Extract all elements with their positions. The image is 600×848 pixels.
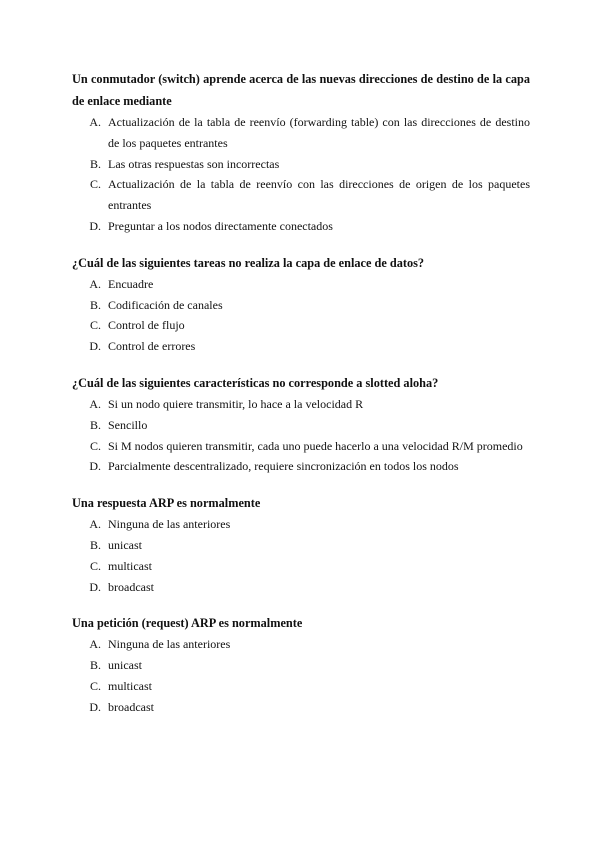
question-text: Una respuesta ARP es normalmente: [72, 496, 261, 511]
option-item: [72, 154, 530, 175]
option-letter: D.: [89, 218, 101, 233]
option-item: [72, 174, 530, 216]
option-letter: B.: [89, 417, 101, 432]
option-item: [72, 697, 530, 718]
option-letter: A.: [89, 115, 101, 129]
option-text: Las otras respuestas son incorrectas: [108, 156, 280, 171]
option-text: Control de flujo: [108, 318, 185, 333]
question-4: [72, 492, 530, 597]
option-item: [72, 514, 530, 535]
option-text: Encuadre: [108, 276, 154, 291]
option-item: [72, 336, 530, 357]
option-item: [72, 556, 530, 577]
option-letter: A.: [89, 396, 101, 411]
option-item: [72, 436, 530, 457]
option-list: [72, 394, 530, 477]
option-text: multicast: [108, 678, 152, 693]
question-3: [72, 372, 530, 477]
option-text: Preguntar a los nodos directamente conectados: [108, 218, 333, 233]
option-item: [72, 415, 530, 436]
question-text: ¿Cuál de las siguientes características no corresponde a slotted aloha?: [72, 375, 439, 390]
option-letter: D.: [89, 459, 101, 474]
option-item: [72, 655, 530, 676]
option-item: [72, 295, 530, 316]
option-letter: D.: [89, 579, 101, 594]
option-item: [72, 315, 530, 336]
question-1: [72, 68, 530, 237]
option-item: [72, 634, 530, 655]
question-2: [72, 252, 530, 357]
option-list: [72, 112, 530, 237]
option-text: unicast: [108, 537, 142, 552]
option-letter: B.: [89, 156, 101, 171]
option-text: broadcast: [108, 579, 154, 594]
question-text: Una petición (request) ARP es normalmente: [72, 616, 303, 631]
question-text: Un conmutador (switch) aprende acerca de las nuevas direcciones de destino de la capa de enlace mediante: [72, 72, 530, 108]
option-letter: B.: [89, 297, 101, 312]
option-letter: D.: [89, 339, 101, 354]
option-letter: C.: [89, 558, 101, 573]
option-text: Codificación de canales: [108, 297, 223, 312]
option-text: Si M nodos quieren transmitir, cada uno puede hacerlo a una velocidad R/M promedio: [108, 438, 523, 453]
option-text: Sencillo: [108, 417, 148, 432]
option-letter: C.: [89, 438, 101, 453]
option-item: [72, 216, 530, 237]
option-letter: C.: [89, 177, 101, 192]
option-item: [72, 274, 530, 295]
option-text: Actualización de la tabla de reenvío (forwarding table) con las direcciones de destino de los paquetes entrantes: [108, 115, 530, 150]
option-list: [72, 274, 530, 357]
option-item: [72, 112, 530, 154]
option-item: [72, 535, 530, 556]
option-text: broadcast: [108, 699, 154, 714]
option-text: Ninguna de las anteriores: [108, 517, 231, 532]
option-item: [72, 676, 530, 697]
option-list: [72, 634, 530, 717]
document-page: [72, 68, 530, 733]
option-letter: D.: [89, 699, 101, 714]
question-5: [72, 612, 530, 717]
option-letter: A.: [89, 276, 101, 291]
option-text: Control de errores: [108, 339, 196, 354]
option-letter: C.: [89, 678, 101, 693]
option-text: Ninguna de las anteriores: [108, 637, 231, 652]
option-list: [72, 514, 530, 597]
option-item: [72, 577, 530, 598]
option-letter: B.: [89, 658, 101, 673]
option-letter: A.: [89, 637, 101, 652]
option-text: multicast: [108, 558, 152, 573]
option-text: unicast: [108, 658, 142, 673]
question-text: ¿Cuál de las siguientes tareas no realiza la capa de enlace de datos?: [72, 255, 425, 270]
option-item: [72, 394, 530, 415]
option-letter: A.: [89, 517, 101, 532]
option-letter: B.: [89, 537, 101, 552]
option-letter: C.: [89, 318, 101, 333]
option-text: Si un nodo quiere transmitir, lo hace a la velocidad R: [108, 396, 364, 411]
option-text: Parcialmente descentralizado, requiere sincronización en todos los nodos: [108, 459, 459, 474]
option-item: [72, 456, 530, 477]
option-text: Actualización de la tabla de reenvío con las direcciones de origen de los paquetes entrantes: [108, 177, 530, 213]
